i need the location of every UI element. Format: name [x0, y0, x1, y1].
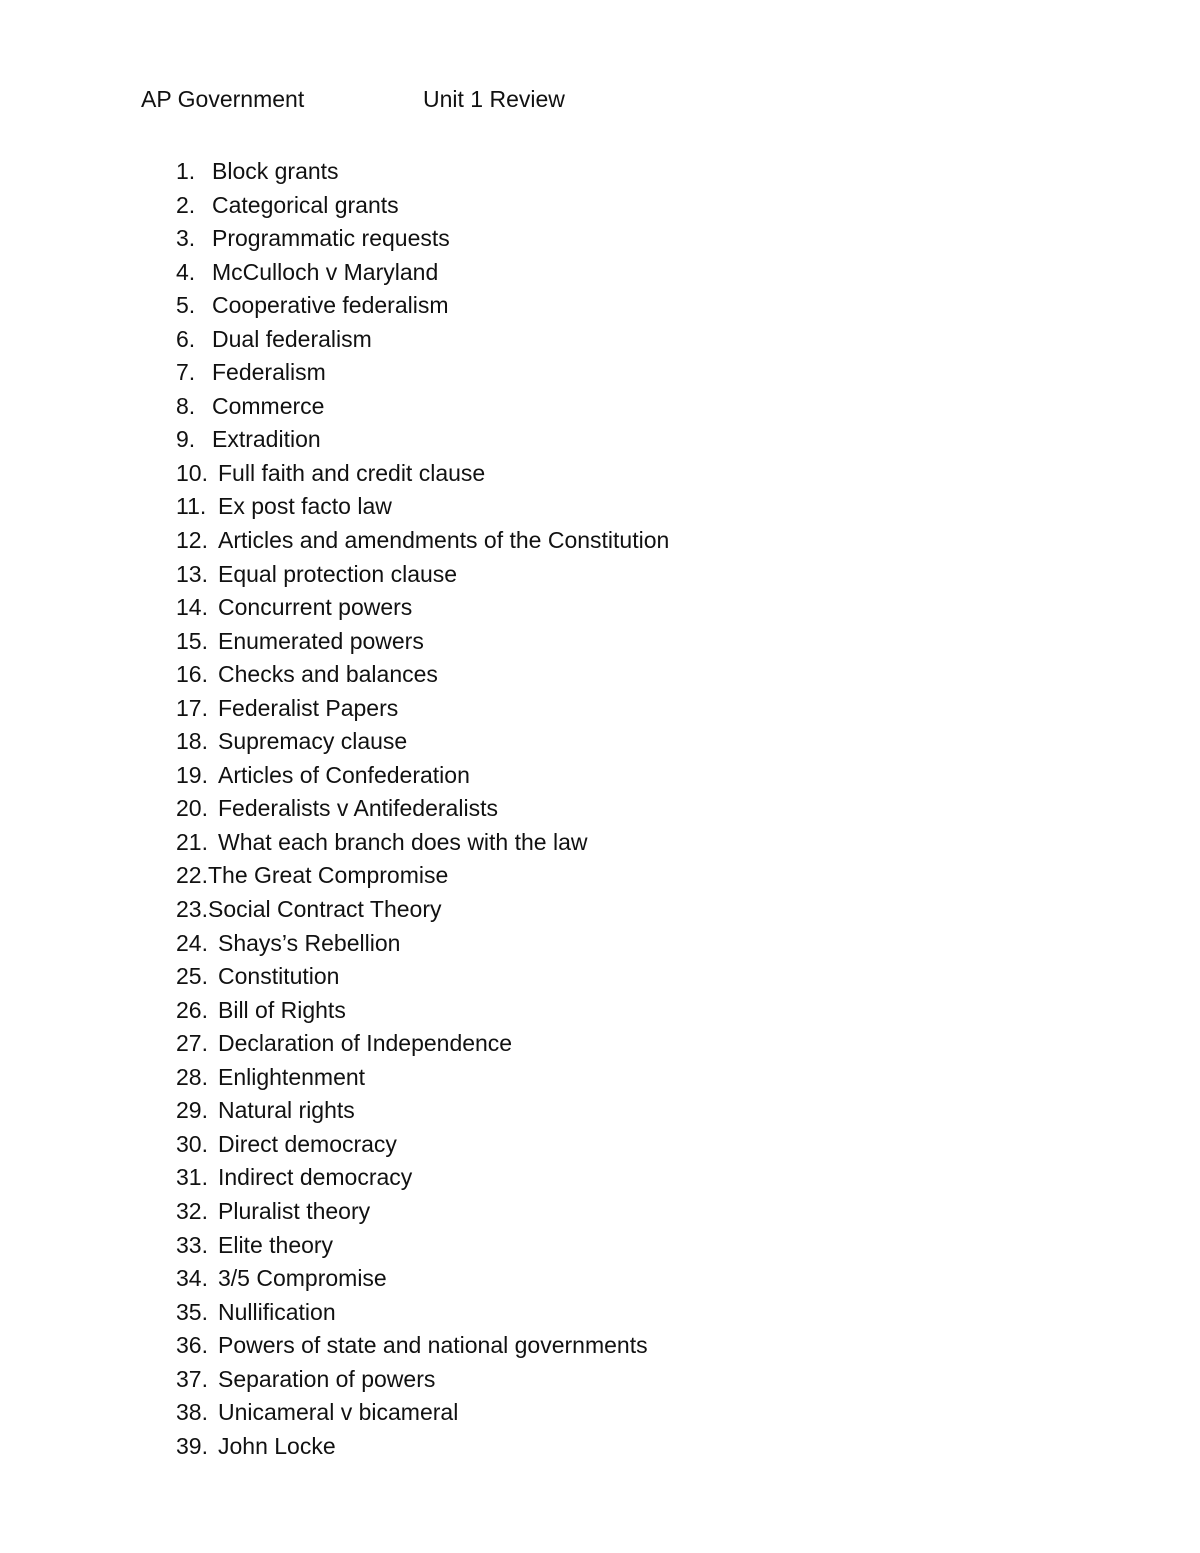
- item-term: Enlightenment: [218, 1063, 366, 1090]
- review-term-item: [176, 1061, 669, 1095]
- review-term-item: [176, 490, 669, 524]
- item-term: Federalism: [212, 359, 326, 386]
- item-term: Equal protection clause: [218, 560, 458, 587]
- item-term: 3/5 Compromise: [218, 1265, 387, 1292]
- item-number: 33.: [176, 1231, 208, 1258]
- item-number: 25.: [176, 963, 208, 990]
- review-term-item: [176, 1195, 669, 1229]
- review-term-item: [176, 826, 669, 860]
- item-term: Shays’s Rebellion: [218, 929, 401, 956]
- course-title: AP Government: [141, 86, 305, 112]
- item-number: 2.: [176, 191, 196, 218]
- item-number: 23.: [176, 896, 208, 923]
- item-number: 3.: [176, 225, 196, 252]
- review-term-item: [176, 792, 669, 826]
- item-number: 9.: [176, 426, 196, 453]
- review-term-item: [176, 256, 669, 290]
- item-term: Declaration of Independence: [218, 1030, 513, 1057]
- item-term: Ex post facto law: [218, 493, 392, 520]
- review-term-item: [176, 356, 669, 390]
- review-term-item: [176, 1363, 669, 1397]
- review-term-item: [176, 859, 669, 893]
- review-term-item: [176, 658, 669, 692]
- review-term-item: [176, 1396, 669, 1430]
- item-number: 24.: [176, 929, 208, 956]
- item-term: Social Contract Theory: [207, 896, 442, 923]
- item-number: 7.: [176, 359, 196, 386]
- review-term-item: [176, 960, 669, 994]
- item-term: Separation of powers: [218, 1365, 436, 1392]
- item-number: 27.: [176, 1030, 208, 1057]
- review-term-item: [176, 1027, 669, 1061]
- item-term: Programmatic requests: [212, 225, 450, 252]
- item-term: Elite theory: [218, 1231, 334, 1258]
- review-term-item: [176, 457, 669, 491]
- item-number: 30.: [176, 1130, 208, 1157]
- item-number: 12.: [176, 527, 208, 554]
- item-term: Checks and balances: [218, 661, 438, 688]
- review-term-item: [176, 759, 669, 793]
- review-term-item: [176, 323, 669, 357]
- review-term-item: [176, 625, 669, 659]
- item-number: 8.: [176, 392, 196, 419]
- review-term-item: [176, 558, 669, 592]
- item-number: 29.: [176, 1097, 208, 1124]
- item-number: 28.: [176, 1063, 208, 1090]
- item-term: Cooperative federalism: [212, 292, 449, 319]
- item-number: 38.: [176, 1399, 208, 1426]
- item-term: Indirect democracy: [218, 1164, 413, 1191]
- item-number: 16.: [176, 661, 208, 688]
- review-term-item: [176, 1161, 669, 1195]
- item-number: 11.: [176, 493, 207, 520]
- item-term: Full faith and credit clause: [218, 459, 486, 486]
- item-number: 13.: [176, 560, 208, 587]
- item-term: Constitution: [218, 963, 340, 990]
- item-number: 36.: [176, 1332, 208, 1359]
- review-term-item: [176, 1262, 669, 1296]
- review-term-item: [176, 155, 669, 189]
- item-number: 22.: [176, 862, 208, 889]
- item-term: What each branch does with the law: [218, 828, 588, 855]
- item-number: 17.: [176, 694, 208, 721]
- review-term-item: [176, 725, 669, 759]
- item-number: 10.: [176, 459, 208, 486]
- item-number: 1.: [176, 158, 196, 184]
- item-term: Supremacy clause: [218, 728, 408, 755]
- item-number: 35.: [176, 1298, 208, 1325]
- item-term: John Locke: [218, 1432, 336, 1459]
- review-term-item: [176, 893, 669, 927]
- item-term: Commerce: [212, 392, 325, 419]
- item-term: McCulloch v Maryland: [212, 258, 439, 285]
- review-term-item: [176, 1094, 669, 1128]
- review-term-item: [176, 189, 669, 223]
- item-number: 19.: [176, 761, 208, 788]
- item-term: The Great Compromise: [207, 862, 449, 889]
- item-term: Extradition: [212, 426, 321, 453]
- review-term-item: [176, 423, 669, 457]
- item-number: 34.: [176, 1265, 208, 1292]
- review-term-item: [176, 692, 669, 726]
- review-term-item: [176, 222, 669, 256]
- review-term-item: [176, 1430, 669, 1464]
- review-term-item: [176, 390, 669, 424]
- review-term-item: [176, 1296, 669, 1330]
- item-number: 32.: [176, 1197, 208, 1224]
- item-number: 14.: [176, 594, 208, 621]
- review-term-item: [176, 591, 669, 625]
- review-term-item: [176, 994, 669, 1028]
- review-term-item: [176, 524, 669, 558]
- item-term: Articles and amendments of the Constitution: [218, 527, 670, 554]
- item-number: 21.: [176, 828, 208, 855]
- item-number: 37.: [176, 1365, 208, 1392]
- item-number: 6.: [176, 325, 196, 352]
- item-term: Federalists v Antifederalists: [218, 795, 498, 822]
- item-term: Pluralist theory: [218, 1197, 371, 1224]
- item-term: Categorical grants: [212, 191, 399, 218]
- item-term: Nullification: [218, 1298, 336, 1325]
- item-term: Block grants: [212, 158, 339, 184]
- review-term-item: [176, 1329, 669, 1363]
- item-number: 15.: [176, 627, 208, 654]
- item-number: 18.: [176, 728, 208, 755]
- item-term: Bill of Rights: [218, 996, 346, 1023]
- item-term: Unicameral v bicameral: [218, 1399, 459, 1426]
- item-term: Direct democracy: [218, 1130, 397, 1157]
- item-term: Federalist Papers: [218, 694, 399, 721]
- review-term-item: [176, 1128, 669, 1162]
- item-number: 20.: [176, 795, 208, 822]
- item-term: Natural rights: [218, 1097, 355, 1124]
- review-term-list: [176, 155, 669, 1463]
- item-term: Concurrent powers: [218, 594, 413, 621]
- item-term: Dual federalism: [212, 325, 372, 352]
- item-term: Articles of Confederation: [218, 761, 470, 788]
- review-term-item: [176, 1229, 669, 1263]
- unit-title: Unit 1 Review: [423, 86, 565, 112]
- item-number: 4.: [176, 258, 196, 285]
- item-term: Enumerated powers: [218, 627, 424, 654]
- item-number: 39.: [176, 1432, 208, 1459]
- item-term: Powers of state and national governments: [218, 1332, 648, 1359]
- review-term-item: [176, 927, 669, 961]
- item-number: 26.: [176, 996, 208, 1023]
- item-number: 31.: [176, 1164, 208, 1191]
- item-number: 5.: [176, 292, 196, 319]
- review-term-item: [176, 289, 669, 323]
